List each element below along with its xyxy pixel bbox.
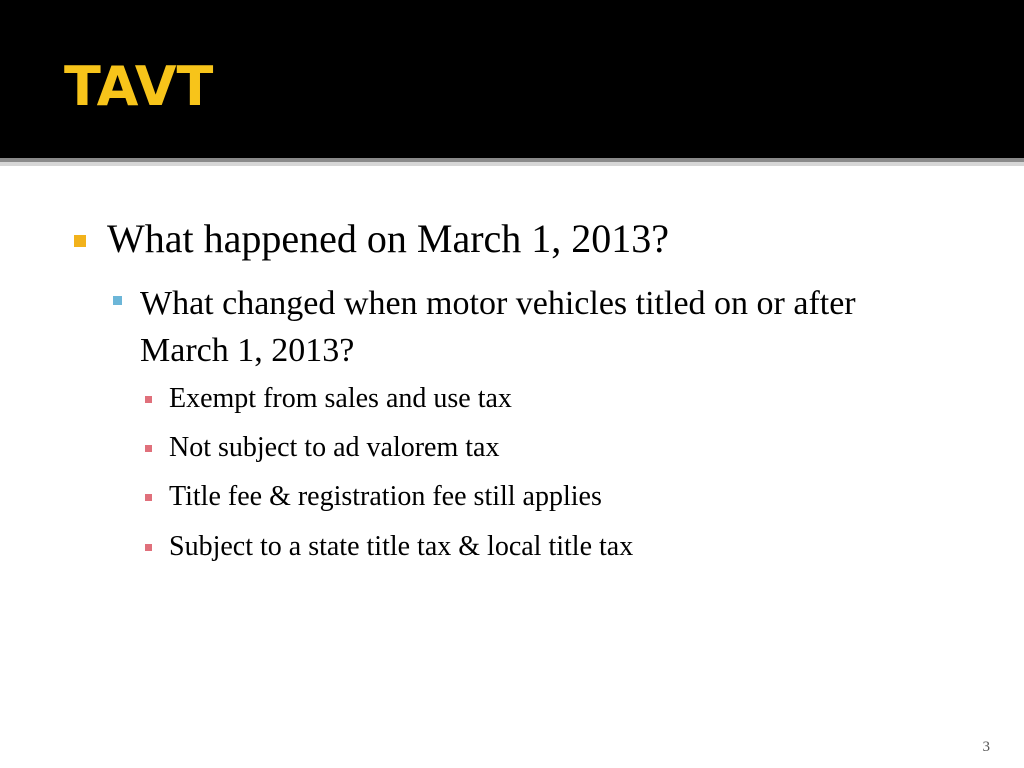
bullet-level3-text: Subject to a state title tax & local title tax: [169, 531, 634, 562]
bullet-square-icon: [74, 235, 86, 247]
bullet-level3-text: Title fee & registration fee still applies: [169, 481, 602, 512]
bullet-level3-text: Exempt from sales and use tax: [169, 383, 512, 414]
bullet-square-icon: [145, 396, 152, 403]
slide-title: TAVT: [64, 55, 214, 118]
bullet-square-icon: [145, 494, 152, 501]
title-bar: [0, 0, 1024, 158]
bullet-level3-text: Not subject to ad valorem tax: [169, 432, 500, 463]
bullet-square-icon: [145, 544, 152, 551]
title-divider-light: [0, 162, 1024, 166]
bullet-square-icon: [145, 445, 152, 452]
bullet-square-icon: [113, 296, 122, 305]
bullet-level1-text: What happened on March 1, 2013?: [107, 216, 670, 261]
page-number: 3: [982, 739, 990, 755]
bullet-level2-text: What changed when motor vehicles titled on or after March 1, 2013?: [140, 285, 856, 369]
